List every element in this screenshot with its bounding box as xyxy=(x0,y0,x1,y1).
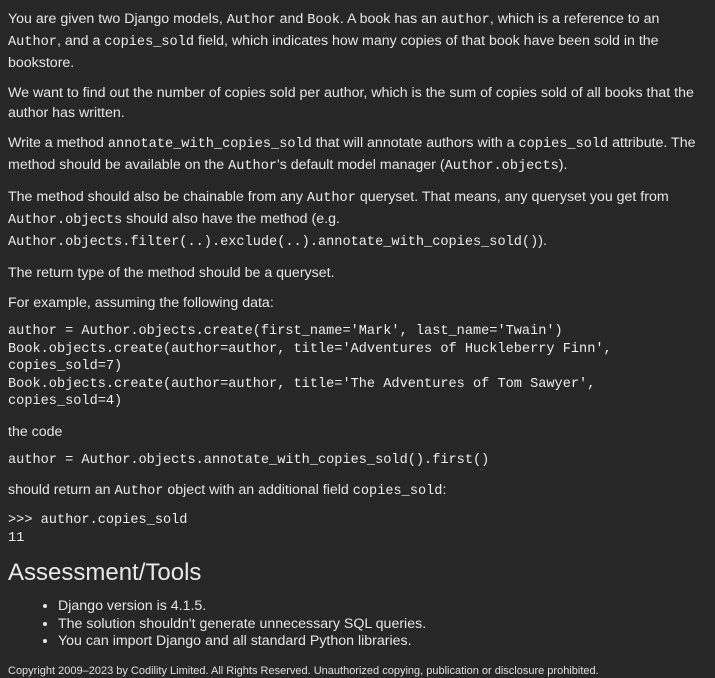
annotate-code-block: author = Author.objects.annotate_with_copies_sold().first() xyxy=(8,452,490,468)
intro-text: , which is a reference to an xyxy=(489,11,660,27)
inline-code: Author xyxy=(306,191,356,206)
chainable-text: queryset. That means, any queryset you get from xyxy=(355,189,669,205)
inline-code: Author.objects.filter(..).exclude(..).annotate_with_copies_sold() xyxy=(8,235,539,250)
return-type-paragraph: The return type of the method should be a queryset. xyxy=(8,265,335,281)
example-code-block: author = Author.objects.create(first_name='Mark', last_name='Twain') Book.objects.create(author=author, title='Adventures of Huckleberry Finn', copies_sold=7) Book.objects.create(author=author, title='The Adventures of Tom Sawyer', copies_sold=4) xyxy=(8,324,612,409)
inline-code: Author.objects xyxy=(8,213,123,228)
inline-code: copies_sold xyxy=(104,35,195,50)
should-return-text: should return an xyxy=(8,482,115,498)
goal-paragraph: We want to find out the number of copies sold per author, which is the sum of copies sold of all books that the author has written. xyxy=(8,85,694,121)
assessment-heading: Assessment/Tools xyxy=(8,559,202,586)
inline-code: Author.objects xyxy=(444,159,559,174)
intro-text: and xyxy=(275,11,308,27)
inline-code: Author xyxy=(8,35,57,50)
chainable-text: The method should also be chainable from any xyxy=(8,189,307,205)
intro-text: You are given two Django models, xyxy=(8,11,227,27)
method-text: that will annotate authors with a xyxy=(311,135,519,151)
chainable-paragraph xyxy=(8,187,705,253)
intro-text: , and a xyxy=(56,33,105,49)
intro-text: field, which indicates how many copies of that book have been sold in the bookstore. xyxy=(8,33,659,71)
intro-text: . A book has an xyxy=(339,11,441,27)
intro-paragraph xyxy=(8,9,705,73)
assessment-item: • You can import Django and all standard Python libraries. xyxy=(58,633,705,651)
assessment-item: • The solution shouldn't generate unnecessary SQL queries. xyxy=(58,616,705,634)
inline-code: annotate_with_copies_sold xyxy=(107,137,312,152)
the-code-paragraph: the code xyxy=(8,423,63,440)
inline-code: Author xyxy=(114,484,164,499)
result-code-block: >>> author.copies_sold 11 xyxy=(8,513,188,546)
copyright-footer: Copyright 2009–2023 by Codility Limited. All Rights Reserved. Unauthorized copying, publication or disclosure prohibited. xyxy=(8,664,599,677)
inline-code: copies_sold xyxy=(352,484,443,499)
method-text: 's default model manager ( xyxy=(277,157,445,173)
chainable-text: should also have the method (e.g. xyxy=(122,211,340,227)
method-text: attribute. The method should be available on the xyxy=(8,135,696,173)
should-return-text: : xyxy=(442,482,447,498)
method-paragraph xyxy=(8,133,705,177)
inline-code: author xyxy=(440,13,490,28)
inline-code: Book xyxy=(307,13,340,28)
method-text: ). xyxy=(558,157,568,173)
example-intro-paragraph: For example, assuming the following data: xyxy=(8,295,274,311)
inline-code: Author xyxy=(226,13,276,28)
assessment-list xyxy=(8,598,705,651)
should-return-paragraph xyxy=(8,480,705,502)
method-text: Write a method xyxy=(8,135,108,151)
inline-code: Author xyxy=(228,159,278,174)
assessment-item: • Django version is 4.1.5. xyxy=(58,598,705,616)
chainable-text: ). xyxy=(538,233,547,249)
inline-code: copies_sold xyxy=(518,137,609,152)
should-return-text: object with an additional field xyxy=(163,482,353,498)
